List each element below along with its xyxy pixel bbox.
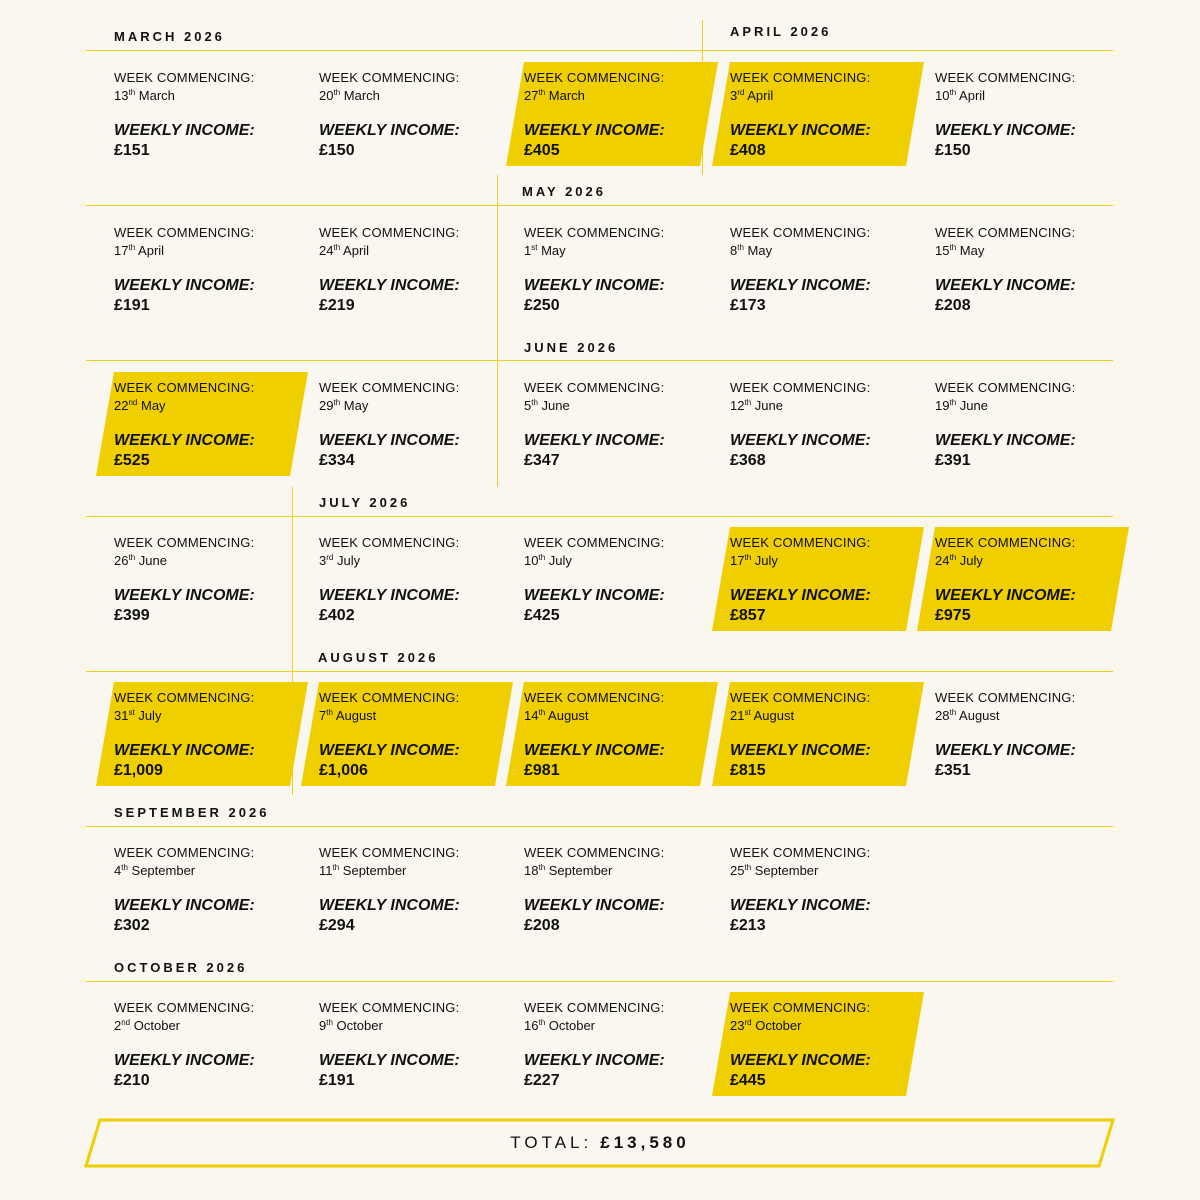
week-card xyxy=(935,682,1125,786)
weekly-income-label: WEEKLY INCOME: xyxy=(524,277,665,294)
week-card xyxy=(319,527,509,631)
date-suffix: th xyxy=(333,398,341,407)
week-date xyxy=(730,553,778,568)
date-suffix: th xyxy=(538,1018,546,1027)
date-day: 12 xyxy=(730,398,745,413)
month-heading: SEPTEMBER 2026 xyxy=(114,805,270,820)
weekly-income-label: WEEKLY INCOME: xyxy=(524,122,665,139)
divider xyxy=(86,826,1113,827)
weekly-income-label: WEEKLY INCOME: xyxy=(524,897,665,914)
date-suffix: th xyxy=(538,88,546,97)
week-commencing-label: WEEK COMMENCING: xyxy=(114,690,255,705)
weekly-income-label: WEEKLY INCOME: xyxy=(524,432,665,449)
divider xyxy=(86,360,1113,361)
date-suffix: th xyxy=(538,863,546,872)
date-day: 14 xyxy=(524,708,539,723)
date-month: June xyxy=(959,398,988,413)
date-day: 24 xyxy=(935,553,950,568)
week-card xyxy=(319,682,509,786)
week-commencing-label: WEEK COMMENCING: xyxy=(730,535,871,550)
weekly-income-value: £405 xyxy=(524,142,560,159)
week-date xyxy=(114,398,166,413)
week-card xyxy=(114,837,304,941)
date-suffix: th xyxy=(538,553,546,562)
date-month: June xyxy=(541,398,570,413)
date-month: May xyxy=(343,398,369,413)
week-card xyxy=(935,62,1125,166)
weekly-income-label: WEEKLY INCOME: xyxy=(319,587,460,604)
month-heading: APRIL 2026 xyxy=(730,24,832,39)
weekly-income-value: £219 xyxy=(319,297,355,314)
divider xyxy=(86,516,1113,517)
weekly-income-label: WEEKLY INCOME: xyxy=(319,277,460,294)
weekly-income-value: £302 xyxy=(114,917,150,934)
week-card xyxy=(524,62,714,166)
weekly-income-value: £525 xyxy=(114,452,150,469)
date-suffix: th xyxy=(949,553,957,562)
date-month: September xyxy=(754,863,819,878)
date-day: 22 xyxy=(114,398,129,413)
week-date xyxy=(319,708,376,723)
week-date xyxy=(935,88,985,103)
date-month: July xyxy=(336,553,361,568)
weekly-income-value: £425 xyxy=(524,607,560,624)
week-commencing-label: WEEK COMMENCING: xyxy=(319,690,460,705)
weekly-income-value: £210 xyxy=(114,1072,150,1089)
week-date xyxy=(114,88,175,103)
weekly-income-value: £408 xyxy=(730,142,766,159)
weekly-income-label: WEEKLY INCOME: xyxy=(319,122,460,139)
week-commencing-label: WEEK COMMENCING: xyxy=(730,70,871,85)
week-card xyxy=(319,372,509,476)
week-card xyxy=(524,682,714,786)
date-month: August xyxy=(959,708,1000,723)
date-day: 2 xyxy=(114,1018,122,1033)
weekly-income-value: £227 xyxy=(524,1072,560,1089)
week-date xyxy=(524,88,585,103)
weekly-income-label: WEEKLY INCOME: xyxy=(730,897,871,914)
week-commencing-label: WEEK COMMENCING: xyxy=(935,690,1076,705)
date-month: July xyxy=(959,553,983,568)
divider xyxy=(86,205,1113,206)
week-card xyxy=(935,217,1125,321)
weekly-income-value: £1,009 xyxy=(114,762,163,779)
week-commencing-label: WEEK COMMENCING: xyxy=(524,1000,665,1015)
weekly-income-label: WEEKLY INCOME: xyxy=(114,587,255,604)
month-heading: OCTOBER 2026 xyxy=(114,960,248,975)
week-card xyxy=(730,682,920,786)
week-commencing-label: WEEK COMMENCING: xyxy=(935,380,1076,395)
week-card xyxy=(524,992,714,1096)
date-suffix: th xyxy=(326,708,333,717)
weekly-income-label: WEEKLY INCOME: xyxy=(730,1052,871,1069)
date-month: April xyxy=(138,243,165,258)
date-day: 1 xyxy=(524,243,532,258)
date-suffix: th xyxy=(531,398,538,407)
weekly-income-label: WEEKLY INCOME: xyxy=(114,897,255,914)
date-month: September xyxy=(342,863,407,878)
weekly-income-label: WEEKLY INCOME: xyxy=(524,742,665,759)
week-date xyxy=(524,243,566,258)
date-month: August xyxy=(753,708,795,723)
total-box xyxy=(84,1118,1116,1168)
week-commencing-label: WEEK COMMENCING: xyxy=(524,380,665,395)
week-date xyxy=(319,88,380,103)
weekly-income-value: £399 xyxy=(114,607,150,624)
weekly-income-label: WEEKLY INCOME: xyxy=(114,432,255,449)
date-month: April xyxy=(343,243,370,258)
date-suffix: th xyxy=(326,1018,333,1027)
date-suffix: th xyxy=(949,88,957,97)
date-day: 5 xyxy=(524,398,532,413)
week-commencing-label: WEEK COMMENCING: xyxy=(524,70,665,85)
weekly-income-value: £151 xyxy=(114,142,150,159)
week-date xyxy=(935,708,1000,723)
weekly-income-value: £150 xyxy=(319,142,355,159)
week-date xyxy=(730,398,783,413)
week-date xyxy=(730,1018,801,1033)
date-month: July xyxy=(548,553,572,568)
week-card xyxy=(524,372,714,476)
weekly-income-label: WEEKLY INCOME: xyxy=(935,277,1076,294)
date-day: 7 xyxy=(319,708,327,723)
date-day: 26 xyxy=(114,553,129,568)
weekly-income-label: WEEKLY INCOME: xyxy=(114,1052,255,1069)
date-suffix: th xyxy=(333,88,341,97)
month-heading: MARCH 2026 xyxy=(114,29,225,44)
date-suffix: th xyxy=(333,243,341,252)
weekly-income-label: WEEKLY INCOME: xyxy=(730,432,871,449)
week-card xyxy=(319,62,509,166)
date-day: 10 xyxy=(935,88,950,103)
month-heading: AUGUST 2026 xyxy=(318,650,439,665)
week-card xyxy=(114,372,304,476)
weekly-income-label: WEEKLY INCOME: xyxy=(730,277,871,294)
week-card xyxy=(730,372,920,476)
week-date xyxy=(524,1018,595,1033)
week-card xyxy=(730,992,920,1096)
date-day: 28 xyxy=(935,708,950,723)
weekly-income-label: WEEKLY INCOME: xyxy=(730,742,871,759)
week-card xyxy=(524,837,714,941)
week-commencing-label: WEEK COMMENCING: xyxy=(114,380,255,395)
week-date xyxy=(935,243,984,258)
date-month: March xyxy=(138,88,175,103)
date-day: 3 xyxy=(730,88,738,103)
weekly-income-label: WEEKLY INCOME: xyxy=(524,587,665,604)
week-date xyxy=(524,863,612,878)
date-suffix: rd xyxy=(737,88,745,97)
week-commencing-label: WEEK COMMENCING: xyxy=(319,845,460,860)
date-month: April xyxy=(959,88,986,103)
weekly-income-label: WEEKLY INCOME: xyxy=(935,122,1076,139)
week-card xyxy=(319,992,509,1096)
date-month: May xyxy=(959,243,985,258)
weekly-income-label: WEEKLY INCOME: xyxy=(319,897,460,914)
date-suffix: nd xyxy=(121,1018,131,1027)
week-commencing-label: WEEK COMMENCING: xyxy=(730,225,871,240)
week-card xyxy=(935,372,1125,476)
week-date xyxy=(114,1018,180,1033)
weekly-income-value: £150 xyxy=(935,142,971,159)
date-suffix: th xyxy=(128,88,136,97)
date-suffix: th xyxy=(538,708,546,717)
date-day: 15 xyxy=(935,243,950,258)
date-day: 20 xyxy=(319,88,334,103)
divider xyxy=(86,671,1113,672)
week-commencing-label: WEEK COMMENCING: xyxy=(114,225,255,240)
week-date xyxy=(730,708,794,723)
date-month: May xyxy=(541,243,566,258)
week-card xyxy=(114,527,304,631)
date-suffix: st xyxy=(128,708,135,717)
week-commencing-label: WEEK COMMENCING: xyxy=(319,535,460,550)
week-commencing-label: WEEK COMMENCING: xyxy=(730,380,871,395)
weekly-income-label: WEEKLY INCOME: xyxy=(524,1052,665,1069)
total-value: £13,580 xyxy=(600,1133,690,1152)
date-day: 8 xyxy=(730,243,738,258)
week-date xyxy=(114,243,164,258)
date-day: 17 xyxy=(730,553,745,568)
date-day: 17 xyxy=(114,243,129,258)
date-day: 25 xyxy=(730,863,745,878)
date-month: August xyxy=(335,708,377,723)
date-suffix: th xyxy=(949,243,957,252)
week-date xyxy=(319,243,369,258)
date-month: September xyxy=(131,863,196,878)
weekly-income-label: WEEKLY INCOME: xyxy=(935,742,1076,759)
date-day: 31 xyxy=(114,708,129,723)
weekly-income-value: £213 xyxy=(730,917,766,934)
week-card xyxy=(524,217,714,321)
week-commencing-label: WEEK COMMENCING: xyxy=(730,690,871,705)
week-date xyxy=(319,1018,383,1033)
date-month: September xyxy=(548,863,613,878)
month-heading: JUNE 2026 xyxy=(524,340,619,355)
weekly-income-value: £351 xyxy=(935,762,971,779)
date-suffix: th xyxy=(128,243,136,252)
week-commencing-label: WEEK COMMENCING: xyxy=(114,1000,255,1015)
week-card xyxy=(730,62,920,166)
week-date xyxy=(730,863,818,878)
weekly-income-value: £391 xyxy=(935,452,971,469)
date-day: 11 xyxy=(319,863,333,878)
week-card xyxy=(730,837,920,941)
date-month: May xyxy=(747,243,773,258)
date-day: 19 xyxy=(935,398,950,413)
weekly-income-value: £173 xyxy=(730,297,766,314)
weekly-income-label: WEEKLY INCOME: xyxy=(730,122,871,139)
week-card xyxy=(114,992,304,1096)
month-heading: JULY 2026 xyxy=(319,495,411,510)
week-commencing-label: WEEK COMMENCING: xyxy=(114,845,255,860)
weekly-income-value: £975 xyxy=(935,607,971,624)
date-suffix: th xyxy=(332,863,340,872)
week-date xyxy=(114,708,161,723)
date-month: March xyxy=(343,88,380,103)
weekly-income-label: WEEKLY INCOME: xyxy=(114,277,255,294)
weekly-income-value: £208 xyxy=(524,917,560,934)
date-day: 9 xyxy=(319,1018,327,1033)
week-commencing-label: WEEK COMMENCING: xyxy=(524,690,665,705)
week-commencing-label: WEEK COMMENCING: xyxy=(935,70,1076,85)
week-card xyxy=(935,527,1125,631)
week-commencing-label: WEEK COMMENCING: xyxy=(114,535,255,550)
weekly-income-label: WEEKLY INCOME: xyxy=(114,742,255,759)
date-month: July xyxy=(138,708,162,723)
week-card xyxy=(524,527,714,631)
date-month: July xyxy=(754,553,778,568)
date-suffix: th xyxy=(737,243,744,252)
divider xyxy=(86,50,1113,51)
weekly-income-value: £815 xyxy=(730,762,766,779)
weekly-income-value: £191 xyxy=(114,297,150,314)
week-date xyxy=(114,553,167,568)
weekly-income-value: £857 xyxy=(730,607,766,624)
weekly-income-value: £445 xyxy=(730,1072,766,1089)
week-commencing-label: WEEK COMMENCING: xyxy=(935,225,1076,240)
week-date xyxy=(730,243,772,258)
week-date xyxy=(524,708,589,723)
week-card xyxy=(114,62,304,166)
date-day: 23 xyxy=(730,1018,745,1033)
weekly-income-value: £347 xyxy=(524,452,560,469)
week-commencing-label: WEEK COMMENCING: xyxy=(319,225,460,240)
date-month: August xyxy=(548,708,589,723)
week-date xyxy=(524,553,572,568)
week-card xyxy=(730,527,920,631)
week-date xyxy=(319,553,360,568)
weekly-income-value: £294 xyxy=(319,917,355,934)
date-month: October xyxy=(133,1018,181,1033)
week-commencing-label: WEEK COMMENCING: xyxy=(935,535,1076,550)
weekly-income-label: WEEKLY INCOME: xyxy=(319,1052,460,1069)
week-commencing-label: WEEK COMMENCING: xyxy=(524,535,665,550)
weekly-income-value: £191 xyxy=(319,1072,355,1089)
date-month: October xyxy=(548,1018,596,1033)
weekly-income-value: £981 xyxy=(524,762,560,779)
date-suffix: st xyxy=(531,243,538,252)
week-date xyxy=(114,863,195,878)
week-date xyxy=(524,398,570,413)
date-day: 21 xyxy=(730,708,745,723)
date-month: June xyxy=(138,553,167,568)
weekly-income-value: £208 xyxy=(935,297,971,314)
week-date xyxy=(935,398,988,413)
date-suffix: th xyxy=(744,398,752,407)
divider xyxy=(86,981,1113,982)
date-day: 27 xyxy=(524,88,539,103)
date-month: October xyxy=(336,1018,383,1033)
week-commencing-label: WEEK COMMENCING: xyxy=(524,845,665,860)
weekly-income-value: £250 xyxy=(524,297,560,314)
date-month: June xyxy=(754,398,783,413)
week-commencing-label: WEEK COMMENCING: xyxy=(524,225,665,240)
date-day: 13 xyxy=(114,88,129,103)
total-label: TOTAL: xyxy=(510,1133,593,1152)
week-date xyxy=(319,863,406,878)
date-suffix: th xyxy=(949,708,957,717)
weekly-income-label: WEEKLY INCOME: xyxy=(319,742,460,759)
week-date xyxy=(319,398,368,413)
date-suffix: rd xyxy=(744,1018,752,1027)
week-date xyxy=(730,88,773,103)
weekly-income-value: £334 xyxy=(319,452,355,469)
date-suffix: nd xyxy=(128,398,138,407)
week-date xyxy=(935,553,983,568)
date-month: May xyxy=(141,398,166,413)
weekly-income-value: £402 xyxy=(319,607,355,624)
date-day: 4 xyxy=(114,863,122,878)
month-heading: MAY 2026 xyxy=(522,184,606,199)
date-day: 3 xyxy=(319,553,327,568)
weekly-income-value: £368 xyxy=(730,452,766,469)
weekly-income-label: WEEKLY INCOME: xyxy=(114,122,255,139)
date-month: March xyxy=(548,88,585,103)
date-suffix: th xyxy=(744,863,752,872)
week-card xyxy=(319,217,509,321)
total-line xyxy=(84,1118,1116,1168)
week-commencing-label: WEEK COMMENCING: xyxy=(319,380,460,395)
date-day: 16 xyxy=(524,1018,539,1033)
date-day: 18 xyxy=(524,863,539,878)
week-card xyxy=(319,837,509,941)
week-commencing-label: WEEK COMMENCING: xyxy=(319,70,460,85)
date-suffix: th xyxy=(128,553,136,562)
date-month: October xyxy=(755,1018,802,1033)
week-commencing-label: WEEK COMMENCING: xyxy=(319,1000,460,1015)
weekly-income-label: WEEKLY INCOME: xyxy=(319,432,460,449)
week-commencing-label: WEEK COMMENCING: xyxy=(114,70,255,85)
weekly-income-label: WEEKLY INCOME: xyxy=(935,587,1076,604)
date-suffix: th xyxy=(949,398,957,407)
week-commencing-label: WEEK COMMENCING: xyxy=(730,1000,871,1015)
date-suffix: th xyxy=(744,553,752,562)
date-day: 29 xyxy=(319,398,334,413)
weekly-income-label: WEEKLY INCOME: xyxy=(935,432,1076,449)
date-suffix: st xyxy=(744,708,751,717)
week-card xyxy=(730,217,920,321)
date-suffix: th xyxy=(121,863,128,872)
week-card xyxy=(114,217,304,321)
week-commencing-label: WEEK COMMENCING: xyxy=(730,845,871,860)
weekly-income-label: WEEKLY INCOME: xyxy=(730,587,871,604)
date-day: 24 xyxy=(319,243,334,258)
weekly-income-value: £1,006 xyxy=(319,762,368,779)
date-suffix: rd xyxy=(326,553,334,562)
date-month: April xyxy=(747,88,774,103)
week-card xyxy=(114,682,304,786)
date-day: 10 xyxy=(524,553,539,568)
